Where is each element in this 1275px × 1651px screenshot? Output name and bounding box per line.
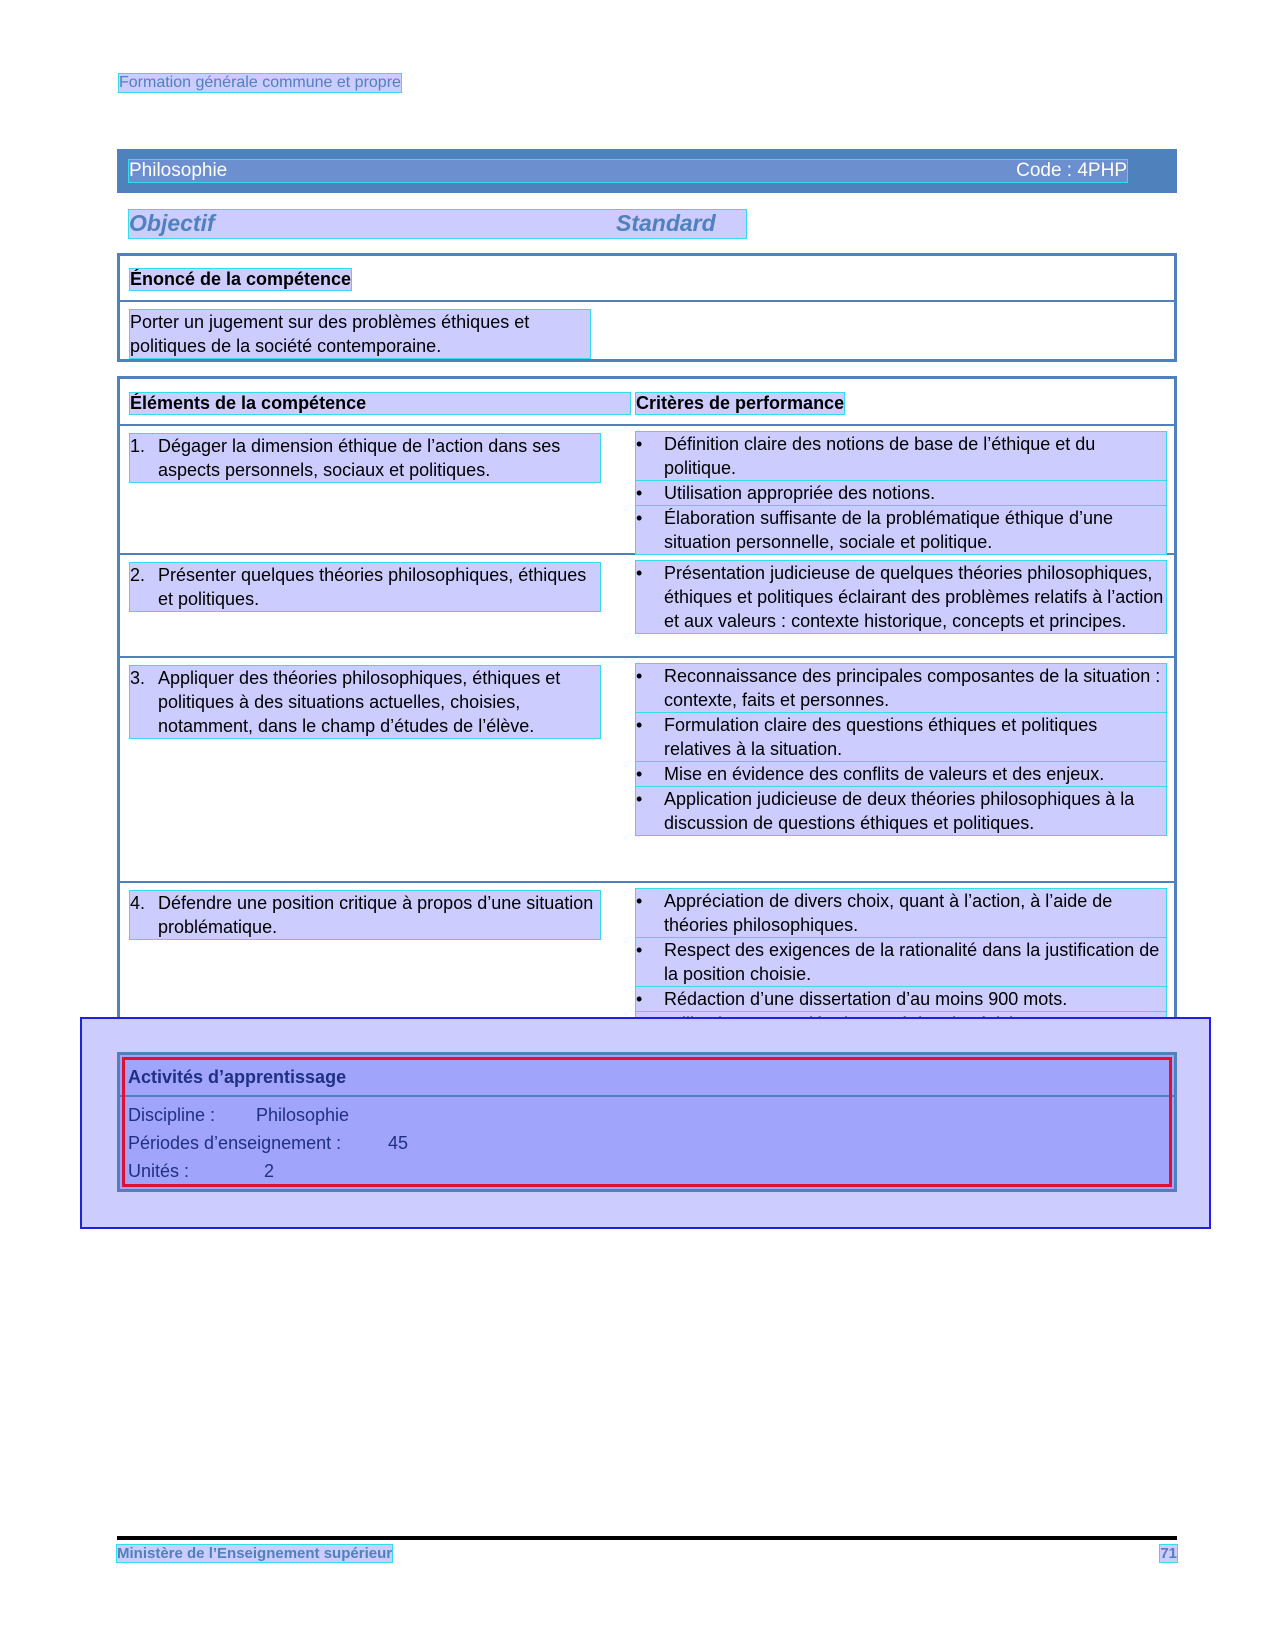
activities-red-frame — [122, 1057, 1172, 1187]
element-item: 3. Appliquer des théories philosophiques, éthiques et politiques à des situations actuelles, choisies, notamment, dans le champ d’études de l’élève. — [130, 666, 600, 738]
element-item: 1. Dégager la dimension éthique de l’action dans ses aspects personnels, sociaux et politiques. — [130, 434, 600, 482]
enonce-box — [117, 253, 1177, 362]
unites-line: Unités : 2 — [128, 1161, 275, 1181]
table-row — [120, 426, 1174, 555]
table-row — [120, 658, 1174, 883]
criterion-item: • Appréciation de divers choix, quant à l’action, à l’aide de théories philosophiques. — [636, 889, 1166, 937]
elements-table — [117, 376, 1177, 1036]
criterion-item: • Rédaction d’une dissertation d’au moins 900 mots. — [636, 987, 1166, 1011]
criterion-item: • Mise en évidence des conflits de valeurs et des enjeux. — [636, 762, 1166, 786]
criterion-item: • Définition claire des notions de base de l’éthique et du politique. — [636, 432, 1166, 480]
criteria-list — [636, 561, 1166, 634]
col-criteres-heading: Critères de performance — [636, 393, 845, 413]
footer — [117, 1545, 1177, 1562]
col-elements-heading: Éléments de la compétence — [130, 393, 630, 414]
table-row — [120, 555, 1174, 658]
element-item: 4. Défendre une position critique à propos d’une situation problématique. — [130, 891, 600, 939]
footer-ministry: Ministère de l’Enseignement supérieur — [117, 1545, 393, 1562]
footer-rule — [117, 1536, 1177, 1540]
criteria-list — [636, 432, 1166, 555]
elements-header-row — [120, 379, 1174, 426]
criteria-list — [636, 889, 1166, 1037]
criterion-item: • Utilisation appropriée des notions. — [636, 481, 1166, 505]
criteria-list — [636, 664, 1166, 836]
objective-row — [129, 210, 746, 238]
table-row — [120, 883, 1174, 1033]
enonce-heading: Énoncé de la compétence — [130, 269, 352, 289]
criterion-item: • Formulation claire des questions éthiques et politiques relatives à la situation. — [636, 713, 1166, 761]
course-code: Code : 4PHP — [1016, 160, 1127, 181]
activities-heading: Activités d’apprentissage — [128, 1067, 347, 1087]
page-header: Formation générale commune et propre — [119, 74, 401, 91]
criterion-item: • Application judicieuse de deux théories philosophiques à la discussion de questions éthiques et politiques. — [636, 787, 1166, 835]
page-number: 71 — [1160, 1545, 1177, 1562]
criterion-item: • Reconnaissance des principales composantes de la situation : contexte, faits et personnes. — [636, 664, 1166, 712]
standard-label: Standard — [616, 210, 716, 236]
activities-box — [117, 1052, 1177, 1192]
periodes-line: Périodes d’enseignement : 45 — [128, 1133, 409, 1153]
discipline-line: Discipline : Philosophie — [128, 1105, 350, 1125]
course-title: Philosophie — [129, 160, 228, 181]
element-item: 2. Présenter quelques théories philosophiques, éthiques et politiques. — [130, 563, 600, 611]
criterion-item: • Élaboration suffisante de la problématique éthique d’une situation personnelle, sociale et politique. — [636, 506, 1166, 554]
criterion-item: • Respect des exigences de la rationalité dans la justification de la position choisie. — [636, 938, 1166, 986]
criterion-item: • Présentation judicieuse de quelques théories philosophiques, éthiques et politiques éclairant des problèmes relatifs à l’action et aux valeurs : contexte historique, concepts et principes. — [636, 561, 1166, 633]
enonce-text: Porter un jugement sur des problèmes éthiques et politiques de la société contemporaine. — [130, 310, 590, 358]
objectif-label: Objectif — [129, 210, 215, 236]
title-bar — [117, 149, 1177, 193]
